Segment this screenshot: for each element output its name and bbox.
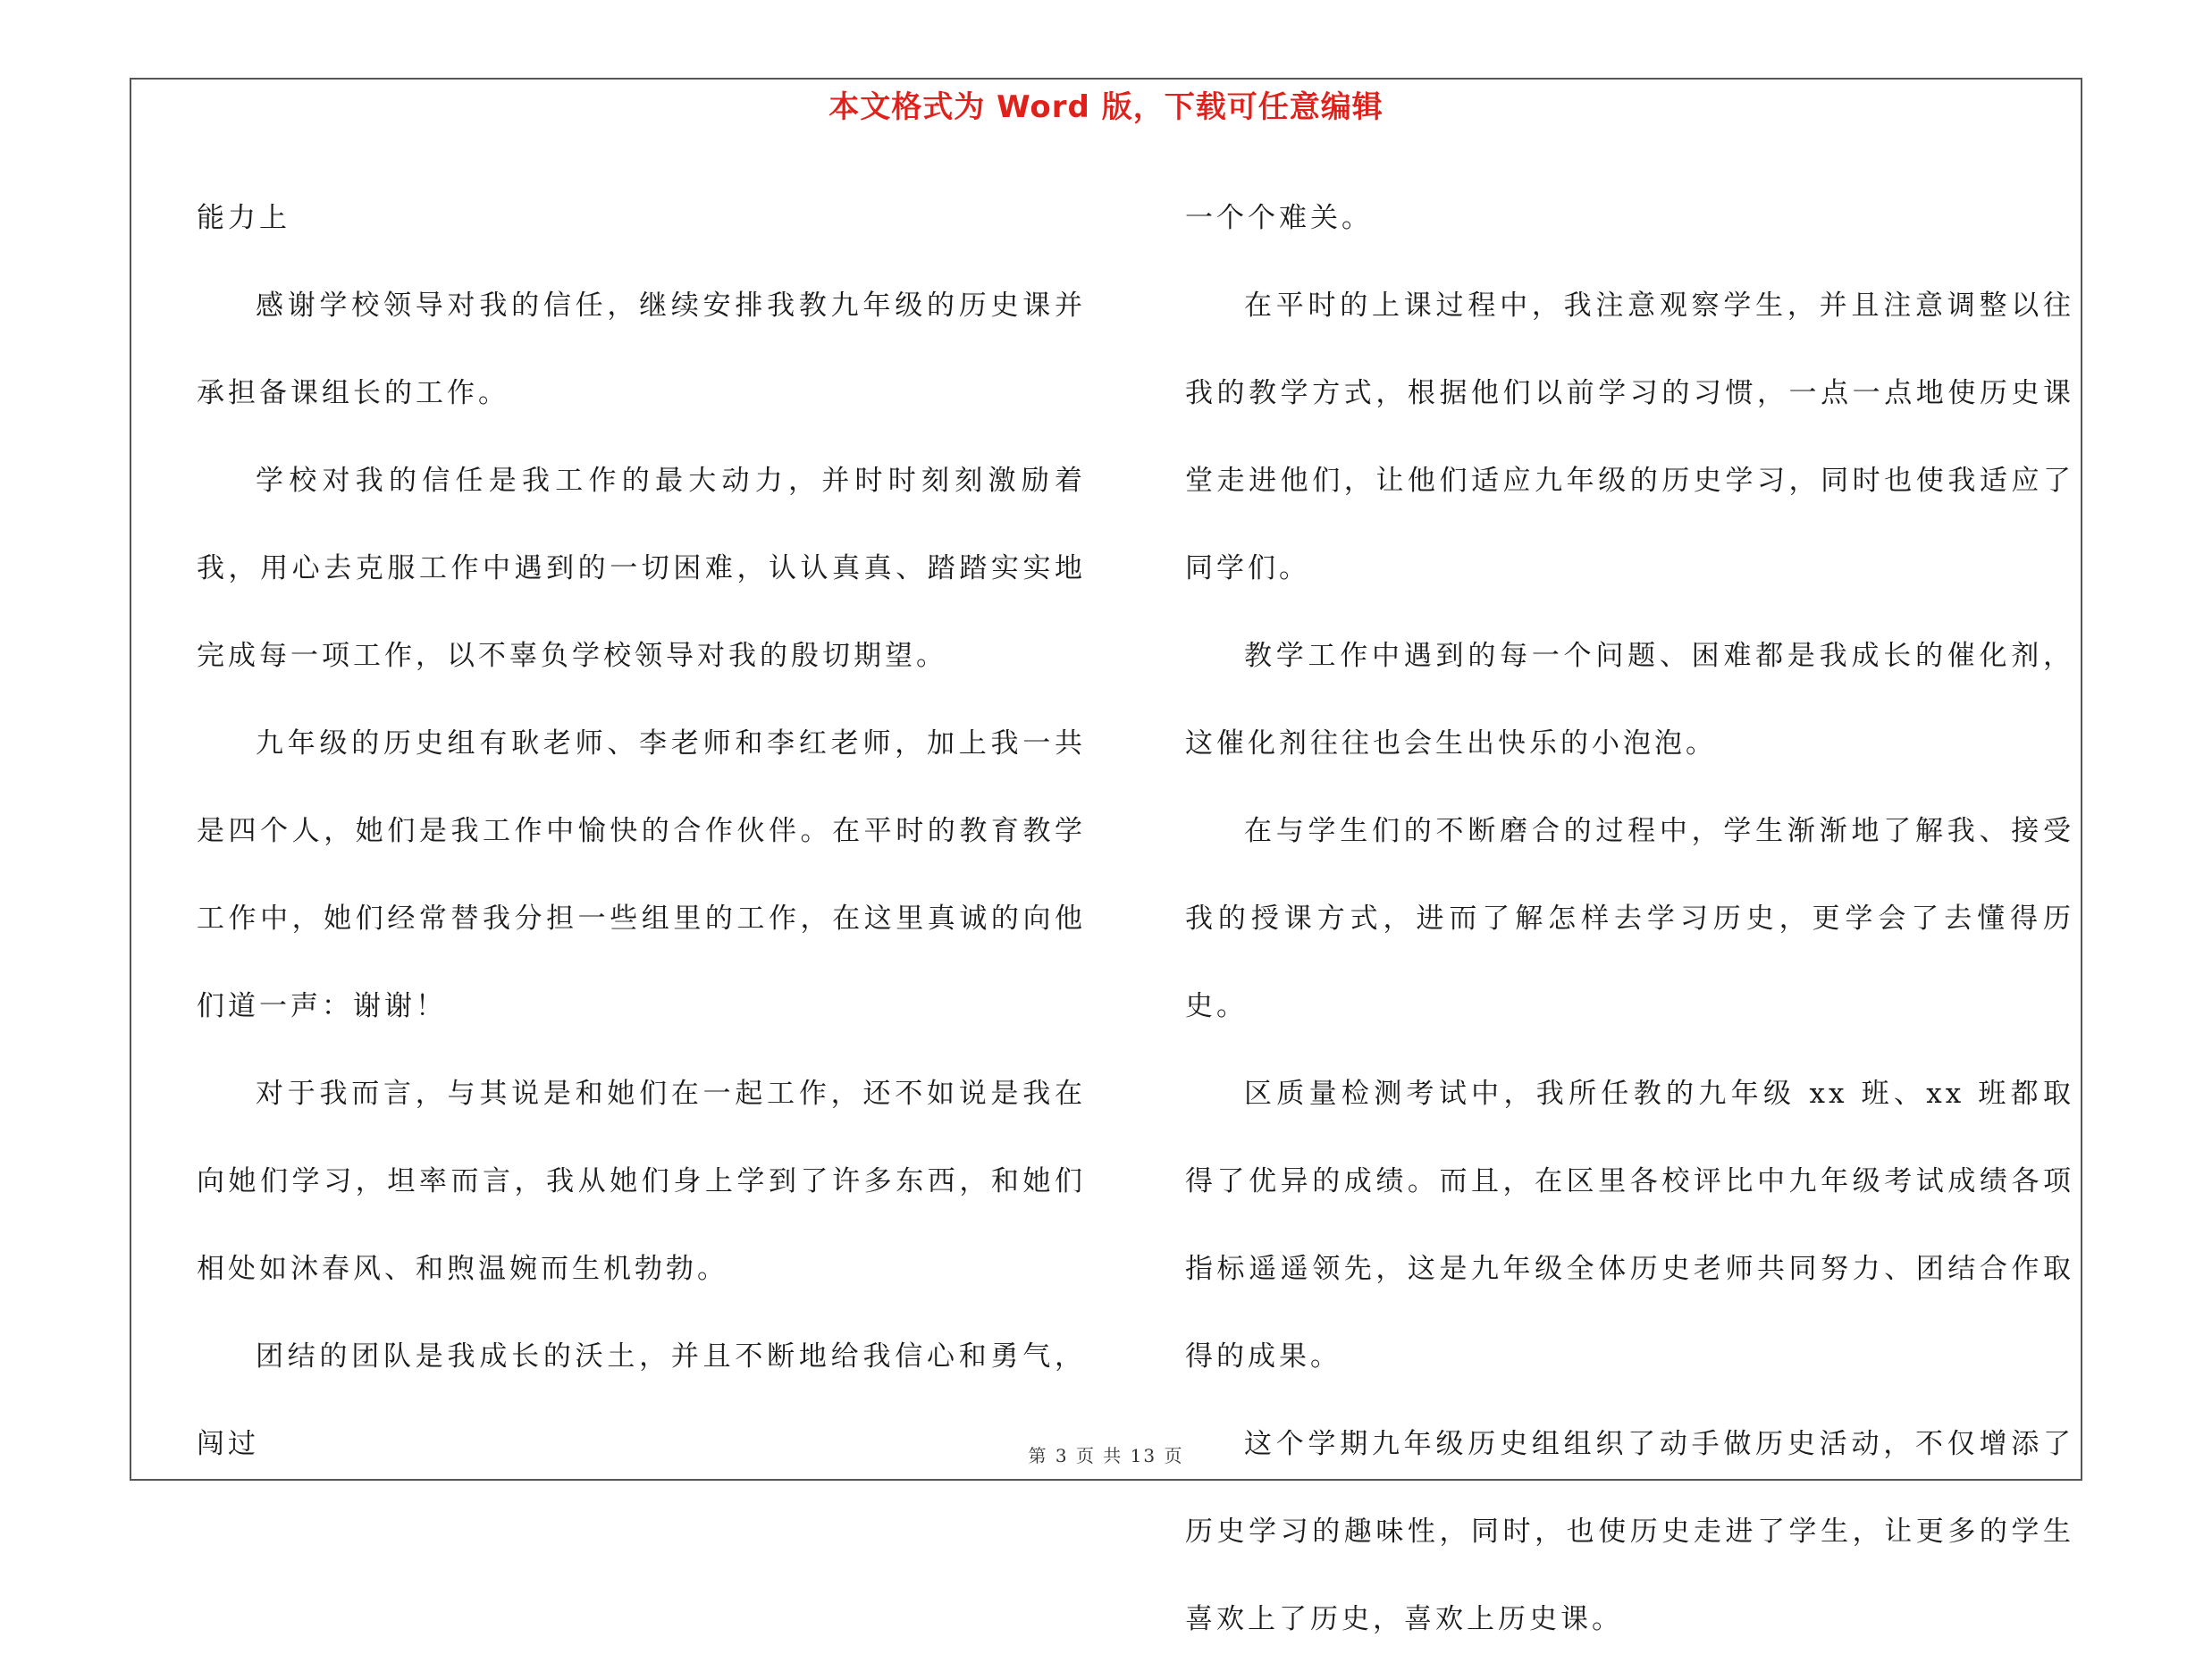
- paragraph: 这个学期九年级历史组组织了动手做历史活动，不仅增添了历史学习的趣味性，同时，也使历史走进了学生，让更多的学生喜欢上了历史，喜欢上历史课。: [1185, 1428, 2074, 1635]
- paragraph: 区质量检测考试中，我所任教的九年级 xx 班、xx 班都取得了优异的成绩。而且，在区里各校评比中九年级考试成绩各项指标遥遥领先，这是九年级全体历史老师共同努力、团结合作取得的成果。: [1185, 1078, 2074, 1373]
- paragraph: 团结的团队是我成长的沃土，并且不断地给我信心和勇气，闯过: [197, 1340, 1086, 1460]
- paragraph: 在平时的上课过程中，我注意观察学生，并且注意调整以往我的教学方式，根据他们以前学习的习惯，一点一点地使历史课堂走进他们，让他们适应九年级的历史学习，同时也使我适应了同学们。: [1185, 290, 2074, 584]
- paragraph: 能力上: [197, 202, 290, 234]
- header-banner: 本文格式为 Word 版，下载可任意编辑: [828, 89, 1384, 125]
- left-column: [197, 174, 1086, 1488]
- paragraph: 一个个难关。: [1185, 202, 1373, 234]
- paragraph: 在与学生们的不断磨合的过程中，学生渐渐地了解我、接受我的授课方式，进而了解怎样去学习历史，更学会了去懂得历史。: [1185, 815, 2074, 1022]
- paragraph: 学校对我的信任是我工作的最大动力，并时时刻刻激励着我，用心去克服工作中遇到的一切困难，认认真真、踏踏实实地完成每一项工作，以不辜负学校领导对我的殷切期望。: [197, 465, 1086, 672]
- paragraph: 对于我而言，与其说是和她们在一起工作，还不如说是我在向她们学习，坦率而言，我从她们身上学到了许多东西，和她们相处如沐春风、和煦温婉而生机勃勃。: [197, 1078, 1086, 1285]
- paragraph: 教学工作中遇到的每一个问题、困难都是我成长的催化剂，这催化剂往往也会生出快乐的小泡泡。: [1185, 640, 2074, 760]
- paragraph: 感谢学校领导对我的信任，继续安排我教九年级的历史课并承担备课组长的工作。: [197, 290, 1086, 409]
- right-column: [1185, 174, 2074, 1663]
- paragraph: 九年级的历史组有耿老师、李老师和李红老师，加上我一共是四个人，她们是我工作中愉快的合作伙伴。在平时的教育教学工作中，她们经常替我分担一些组里的工作，在这里真诚的向他们道一声：谢谢！: [197, 727, 1086, 1022]
- page-number: 第 3 页 共 13 页: [1028, 1445, 1184, 1466]
